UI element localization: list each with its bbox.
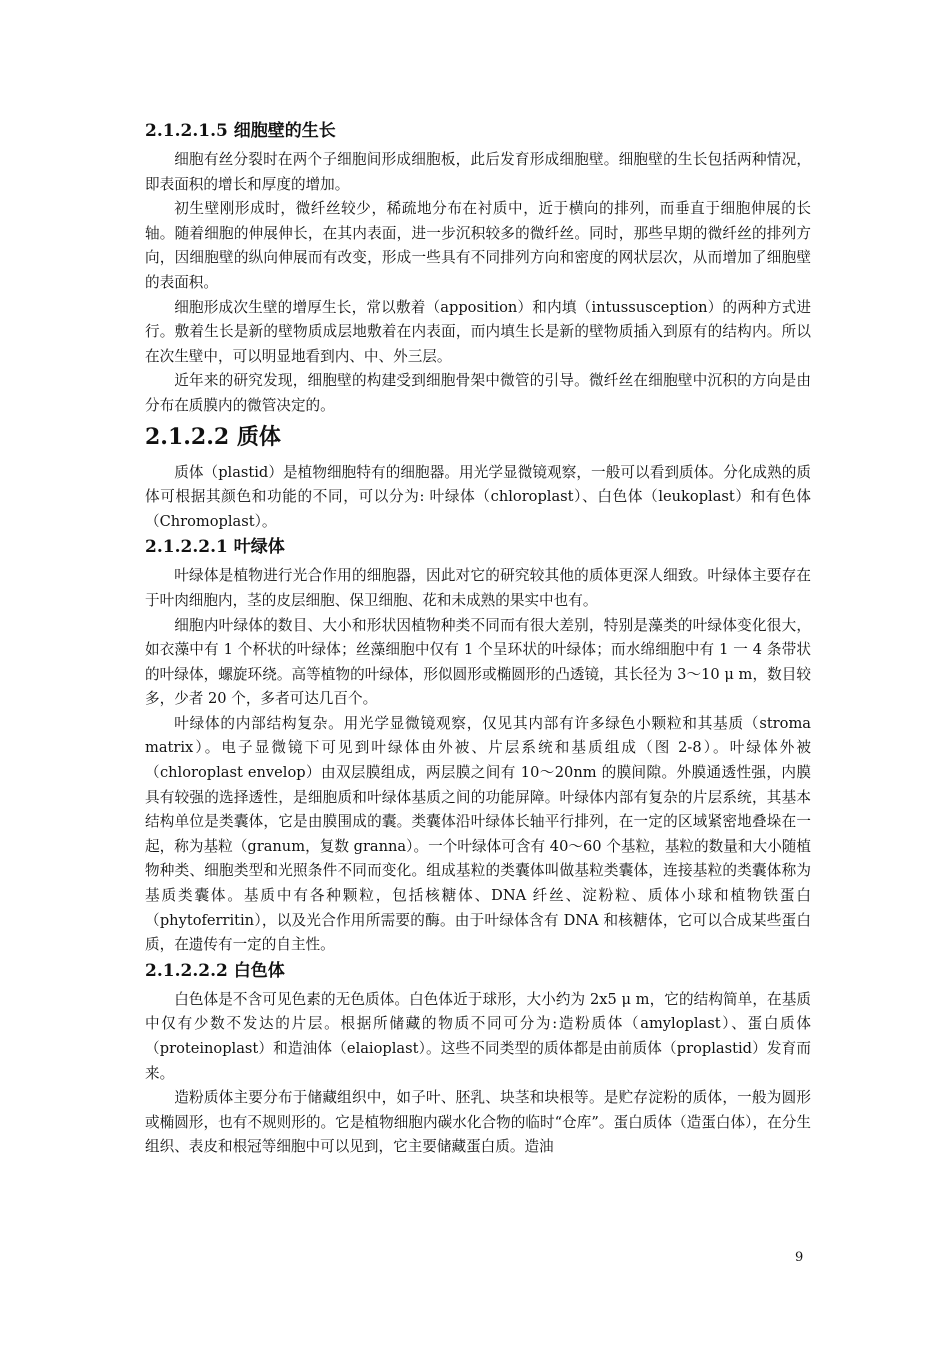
section-heading: 2.1.2.2.1 叶绿体 xyxy=(145,537,285,558)
paragraph: 细胞形成次生壁的增厚生长，常以敷着（apposition）和内填（intussusception）的两种方式进行。敷着生长是新的壁物质成层地敷着在内表面，而内填生长是新的壁物质插入到原有的结构内。所以在次生壁中，可以明显地看到内、中、外三层。 xyxy=(145,298,811,365)
paragraph: 质体（plastid）是植物细胞特有的细胞器。用光学显微镜观察，一般可以看到质体。分化成熟的质体可根据其颜色和功能的不同，可以分为: 叶绿体（chloroplast）、白色体（leukoplast）和有色体（Chromoplast）。 xyxy=(145,463,811,530)
paragraph: 细胞内叶绿体的数目、大小和形状因植物种类不同而有很大差别，特别是藻类的叶绿体变化很大，如衣藻中有 1 个杯状的叶绿体；丝藻细胞中仅有 1 个呈环状的叶绿体；而水绵细胞中有 1 一 4 条带状的叶绿体，螺旋环绕。高等植物的叶绿体，形似圆形或椭圆形的凸透镜，其长径为 3～10 μ m，数目较多，少者 20 个，多者可达几百个。 xyxy=(145,616,811,708)
paragraph: 叶绿体是植物进行光合作用的细胞器，因此对它的研究较其他的质体更深人细致。叶绿体主要存在于叶肉细胞内，茎的皮层细胞、保卫细胞、花和未成熟的果实中也有。 xyxy=(145,567,811,609)
paragraph: 初生壁刚形成时，微纤丝较少，稀疏地分布在衬质中，近于横向的排列，而垂直于细胞伸展的长轴。随着细胞的伸展伸长，在其内表面，进一步沉积较多的微纤丝。同时，那些早期的微纤丝的排列方向，因细胞壁的纵向伸展而有改变，形成一些具有不同排列方向和密度的网状层次，从而增加了细胞壁的表面积。 xyxy=(145,200,811,291)
paragraph: 近年来的研究发现，细胞壁的构建受到细胞骨架中微管的引导。微纤丝在细胞壁中沉积的方向是由分布在质膜内的微管决定的。 xyxy=(145,372,811,414)
section-heading: 2.1.2.2.2 白色体 xyxy=(145,960,285,981)
paragraph: 造粉质体主要分布于储藏组织中，如子叶、胚乳、块茎和块根等。是贮存淀粉的质体，一般为圆形或椭圆形，也有不规则形的。它是植物细胞内碳水化合物的临时“仓库”。蛋白质体（造蛋白体），在分生组织、表皮和根冠等细胞中可以见到，它主要储藏蛋白质。造油 xyxy=(145,1089,811,1156)
paragraph: 白色体是不含可见色素的无色质体。白色体近于球形，大小约为 2x5 μ m，它的结构简单，在基质中仅有少数不发达的片层。根据所储藏的物质不同可分为:造粉质体（amyloplast）、蛋白质体（proteinoplast）和造油体（elaioplast）。这些不同类型的质体都是由前质体（proplastid）发育而来。 xyxy=(145,990,811,1082)
paragraph: 细胞有丝分裂时在两个子细胞间形成细胞板，此后发育形成细胞壁。细胞壁的生长包括两种情况，即表面积的增长和厚度的增加。 xyxy=(145,151,811,193)
paragraph: 叶绿体的内部结构复杂。用光学显微镜观察，仅见其内部有许多绿色小颗粒和其基质（stroma matrix）。电子显微镜下可见到叶绿体由外被、片层系统和基质组成（图 2-8）。叶绿体外被（chloroplast envelop）由双层膜组成，两层膜之间有 10～20nm 的膜间隙。外膜通透性强，内膜具有较强的选择透性，是细胞质和叶绿体基质之间的功能屏障。叶绿体内部有复杂的片层系统，其基本结构单位是类囊体，它是由膜围成的囊。类囊体沿叶绿体长轴平行排列，在一定的区域紧密地叠垛在一起，称为基粒（granum，复数 granna）。一个叶绿体可含有 40～60 个基粒，基粒的数量和大小随植物种类、细胞类型和光照条件不同而变化。组成基粒的类囊体叫做基粒类囊体，连接基粒的类囊体称为基质类囊体。基质中有各种颗粒，包括核糖体、DNA 纤丝、淀粉粒、质体小球和植物铁蛋白（phytoferritin），以及光合作用所需要的酶。由于叶绿体含有 DNA 和核糖体，它可以合成某些蛋白质，在遗传有一定的自主性。 xyxy=(145,714,811,954)
page-number: 9 xyxy=(795,1250,804,1265)
page-content xyxy=(145,118,811,1160)
section-heading: 2.1.2.2 质体 xyxy=(145,423,281,450)
section-heading: 2.1.2.1.5 细胞壁的生长 xyxy=(145,121,336,141)
